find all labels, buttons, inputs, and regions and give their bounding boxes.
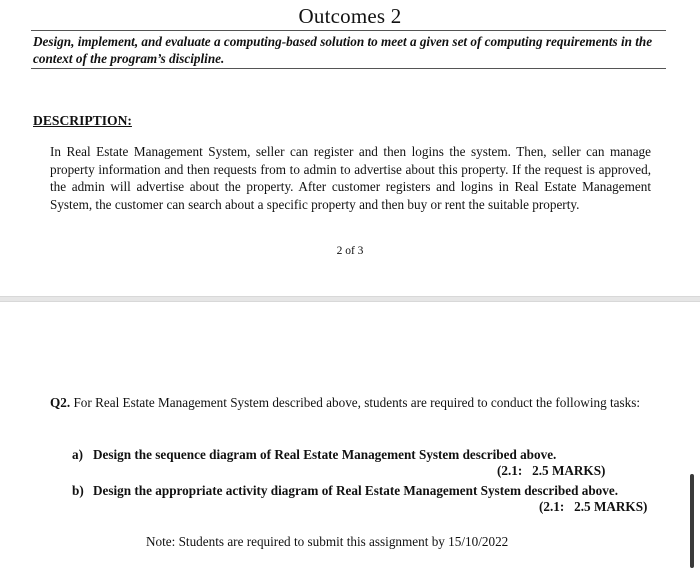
page-number: 2 of 3 — [336, 245, 364, 257]
task-marks-a: (2.1: 2.5 MARKS) — [497, 463, 606, 478]
document-page-bottom — [0, 302, 700, 579]
page-title: Outcomes 2 — [298, 4, 402, 28]
description-heading: DESCRIPTION: — [33, 113, 132, 128]
description-body: In Real Estate Management System, seller can register and then logins the system. Then, seller can manage property information and then requests from to admin to advertise about this property. If the request is approved, the admin will advertise about the property. After customer registers and logins in Real Estate Management System, the customer can search about a specific property and then buy or rent the suitable property. — [50, 144, 651, 212]
top-rule — [31, 30, 666, 31]
submission-note: Note: Students are required to submit this assignment by 15/10/2022 — [146, 534, 509, 549]
task-item-b — [72, 482, 662, 499]
question-body: For Real Estate Management System described above, students are required to conduct the following tasks: — [73, 395, 641, 410]
question-text — [50, 394, 655, 412]
task-letter: a) — [72, 447, 83, 462]
task-text: Design the appropriate activity diagram of Real Estate Management System described above. — [93, 483, 618, 498]
question-label: Q2. — [50, 395, 71, 410]
task-text: Design the sequence diagram of Real Estate Management System described above. — [93, 447, 557, 462]
vertical-scrollbar[interactable] — [690, 474, 694, 568]
outcome-statement: Design, implement, and evaluate a computing-based solution to meet a given set of computing requirements in the context of the program’s discipline. — [33, 34, 653, 66]
task-marks-b: (2.1: 2.5 MARKS) — [539, 499, 648, 514]
bottom-rule — [31, 68, 666, 69]
task-letter: b) — [72, 483, 84, 498]
task-item-a — [72, 446, 662, 463]
